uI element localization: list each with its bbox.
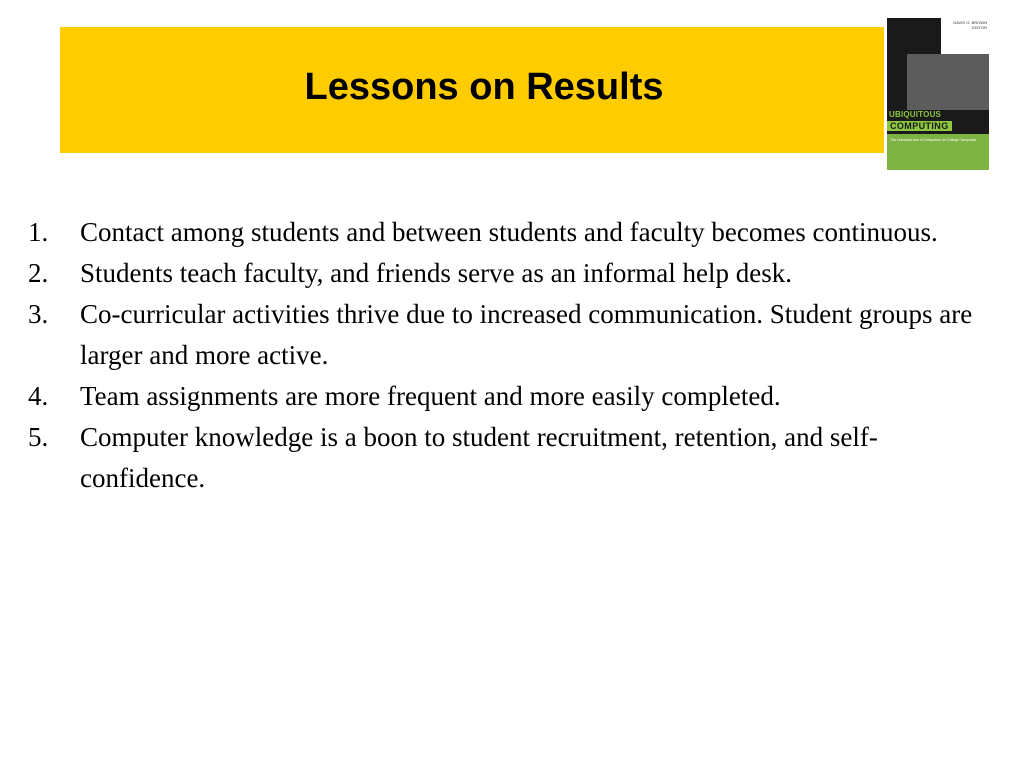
list-item-text: Contact among students and between students and faculty becomes continuous. — [80, 217, 938, 247]
cover-subtitle: The Universal Use of Computers on College Campuses — [890, 138, 977, 142]
list-item — [28, 253, 988, 294]
list-item-number: 5. — [28, 422, 49, 452]
cover-author: DAVID G. BROWN EDITOR — [953, 20, 987, 30]
list-item — [28, 417, 988, 499]
cover-block-gray — [907, 54, 989, 110]
cover-brand-top: UBIQUITOUS — [889, 110, 942, 119]
list-item-number: 3. — [28, 299, 49, 329]
list-item-text: Co-curricular activities thrive due to increased communication. Student groups are larger and more active. — [80, 299, 973, 370]
cover-block-dark-small — [927, 18, 941, 54]
list-item-number: 2. — [28, 258, 49, 288]
list-item — [28, 212, 988, 253]
cover-brand-bottom: COMPUTING — [887, 121, 952, 131]
slide-title: Lessons on Results — [304, 65, 664, 108]
list-item-number: 4. — [28, 381, 49, 411]
results-list — [28, 212, 988, 499]
list-item — [28, 376, 988, 417]
book-cover-image — [887, 18, 989, 170]
title-banner — [60, 27, 884, 153]
list-item-text: Team assignments are more frequent and more easily completed. — [80, 381, 781, 411]
list-item — [28, 294, 988, 376]
list-item-text: Computer knowledge is a boon to student recruitment, retention, and self-confidence. — [80, 422, 878, 493]
list-item-text: Students teach faculty, and friends serve as an informal help desk. — [80, 258, 793, 288]
list-item-number: 1. — [28, 217, 49, 247]
